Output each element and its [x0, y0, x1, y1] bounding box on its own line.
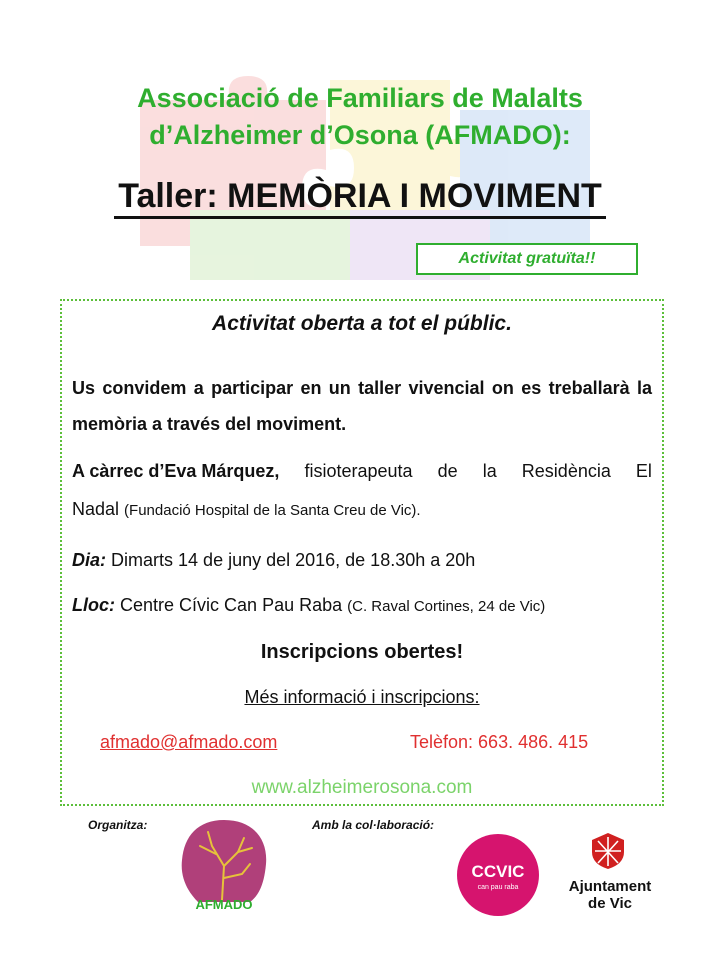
collaboration-label: Amb la col·laboració:	[312, 818, 435, 832]
inscriptions-open: Inscripcions obertes!	[260, 641, 464, 663]
speaker-line-2	[72, 497, 421, 523]
organizer-label: Organitza:	[88, 818, 148, 832]
svg-text:CCVIC: CCVIC	[471, 862, 525, 881]
invitation-text: Us convidem a participar en un taller vivencial on es treballarà la memòria a través del moviment.	[72, 378, 652, 434]
place-line	[72, 593, 545, 619]
organization-title-line1: Associació de Familiars de Malalts	[137, 83, 583, 113]
date-value: Dimarts 14 de juny del 2016, de 18.30h a 20h	[111, 550, 476, 570]
date-line	[72, 548, 475, 572]
free-activity-badge: Activitat gratuïta!!	[416, 243, 638, 275]
ajuntament-logo-text: Ajuntament de Vic	[568, 878, 652, 912]
svg-text:AFMADO: AFMADO	[195, 897, 253, 912]
speaker-line	[72, 459, 652, 483]
phone-number: Telèfon: 663. 486. 415	[410, 732, 589, 752]
date-label: Dia:	[72, 550, 107, 570]
workshop-title: Taller: MEMÒRIA I MOVIMENT	[0, 176, 720, 216]
ajuntament-shield-icon	[590, 832, 626, 870]
svg-text:can pau raba: can pau raba	[477, 884, 519, 891]
organization-title-line2: d’Alzheimer d’Osona (AFMADO):	[149, 120, 571, 150]
email-link[interactable]: afmado@afmado.com	[100, 732, 278, 752]
speaker-role-word: Residència	[521, 461, 611, 481]
place-address: (C. Raval Cortines, 24 de Vic)	[347, 598, 546, 615]
speaker-role-word: de	[437, 461, 458, 481]
speaker-role-word: El	[635, 461, 652, 481]
ccvic-logo	[456, 833, 540, 917]
residence-name: Nadal	[72, 499, 120, 519]
speaker-name: A càrrec d’Eva Márquez,	[72, 461, 280, 481]
website-link[interactable]: www.alzheimerosona.com	[251, 777, 473, 798]
speaker-role-word: fisioterapeuta	[304, 461, 413, 481]
speaker-role-word: la	[482, 461, 497, 481]
afmado-logo	[178, 816, 270, 912]
more-info-heading: Més informació i inscripcions:	[244, 687, 480, 707]
open-public-heading: Activitat oberta a tot el públic.	[212, 312, 512, 335]
place-label: Lloc:	[72, 595, 115, 615]
place-value: Centre Cívic Can Pau Raba	[120, 595, 343, 615]
residence-note: (Fundació Hospital de la Santa Creu de Vic).	[124, 502, 421, 519]
